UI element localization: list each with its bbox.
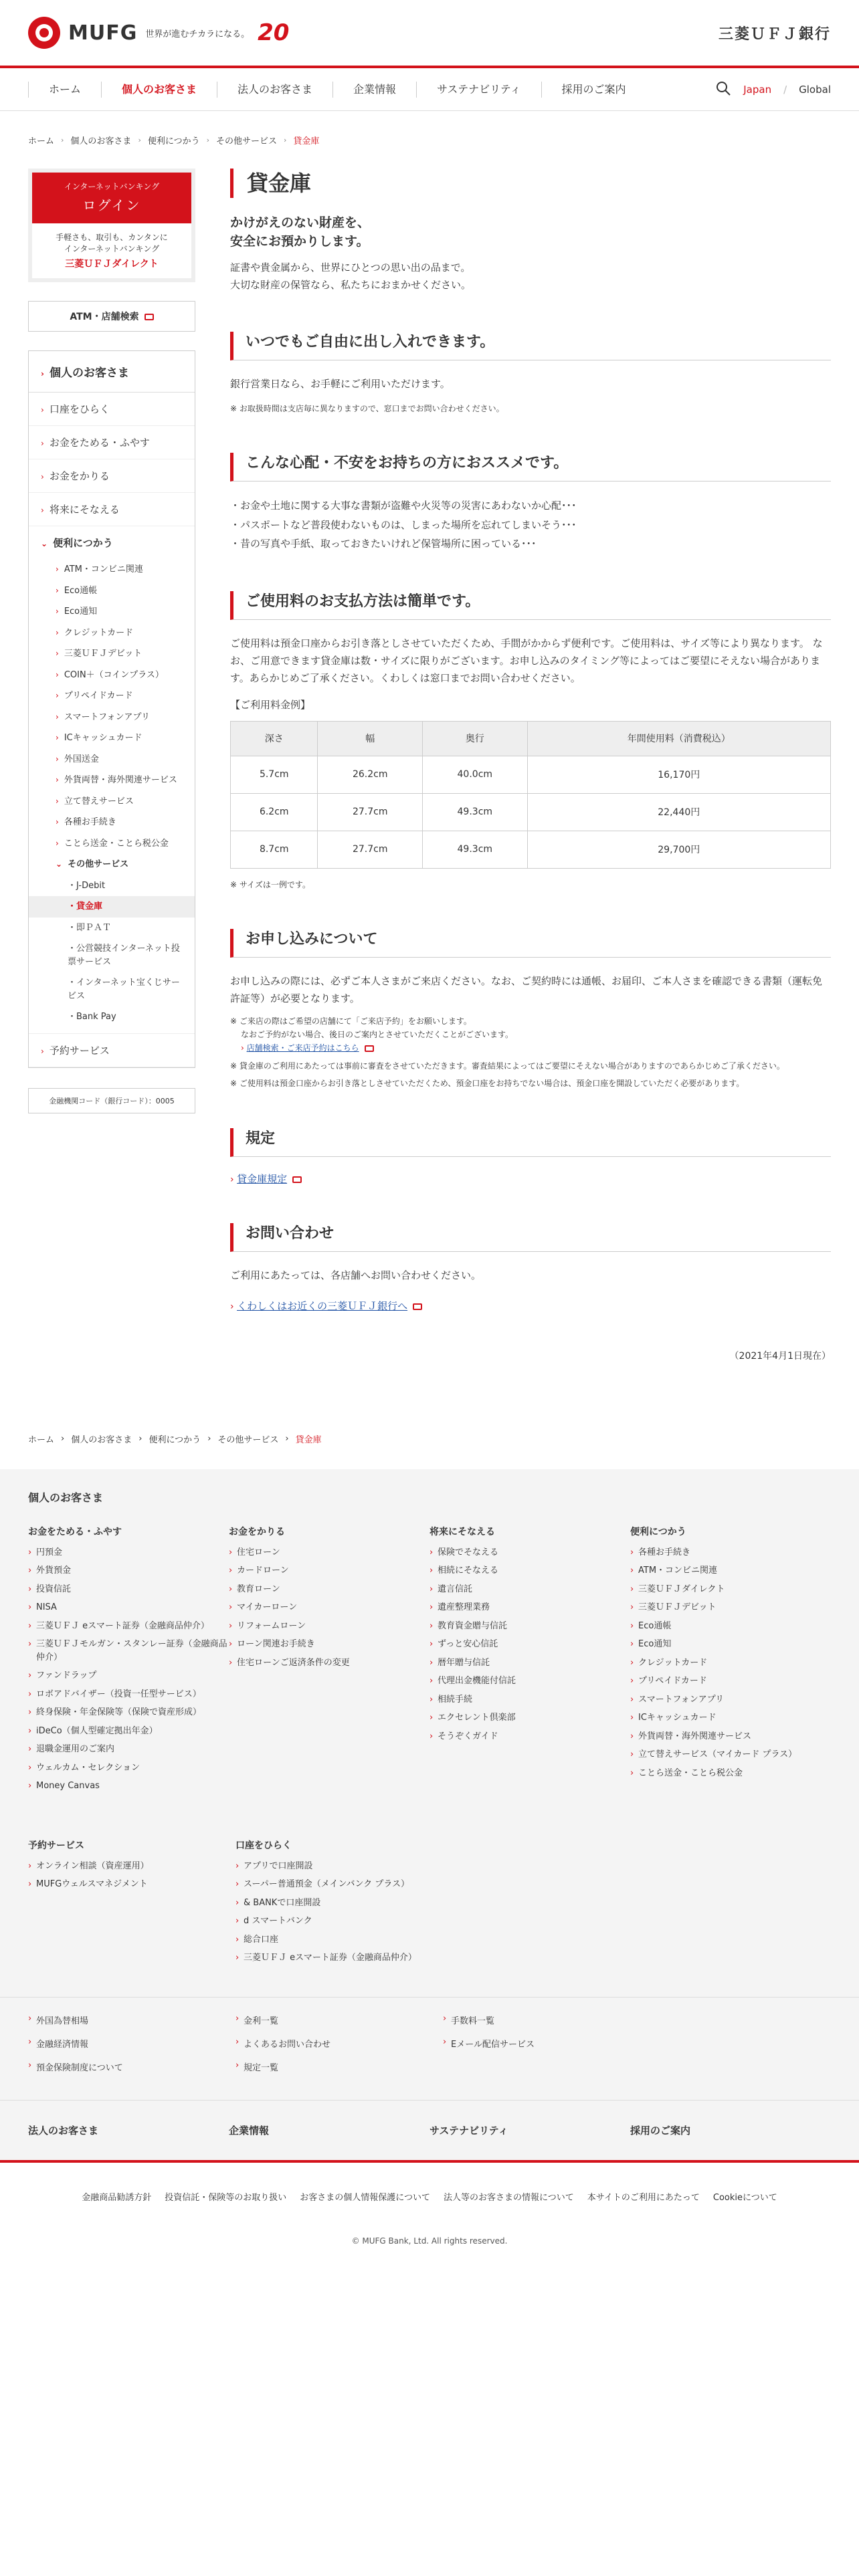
side-item-label: ATM・コンビニ関連	[64, 564, 143, 574]
chevron-right-icon: ›	[138, 1434, 142, 1444]
lang-global[interactable]: Global	[799, 83, 831, 96]
brand-name: MUFG	[68, 21, 138, 45]
chevron-right-icon: ›	[41, 1046, 44, 1056]
side-sub-label: 貸金庫	[76, 901, 103, 911]
side-item[interactable]	[29, 623, 195, 644]
footer-col-heading[interactable]: 将来にそなえる	[430, 1526, 495, 1537]
section-heading: いつでもご自由に出し入れできます。	[230, 332, 831, 360]
footer-link[interactable]: › 相続にそなえる	[430, 1564, 630, 1578]
bullet-icon: ・	[68, 944, 77, 954]
chevron-right-icon: ›	[41, 369, 44, 379]
side-sub[interactable]	[29, 1006, 195, 1028]
footer-link[interactable]: › 教育資金贈与信託	[430, 1620, 630, 1633]
mufg-mark-icon	[28, 17, 60, 49]
direct-desc2: インターネットバンキング	[64, 244, 160, 253]
side-sub-label: 即ＰＡＴ	[76, 922, 112, 933]
search-icon[interactable]	[715, 80, 731, 99]
table-cell: 6.2cm	[231, 793, 318, 831]
table-header: 奥行	[423, 721, 528, 756]
side-item[interactable]	[29, 665, 195, 686]
chevron-right-icon: ›	[285, 1434, 289, 1444]
chevron-right-icon: ›	[61, 1434, 65, 1444]
footer-col	[430, 1525, 630, 1798]
side-item[interactable]	[29, 749, 195, 770]
legal-link[interactable]: 法人等のお客さまの情報について	[444, 2192, 574, 2203]
footer-bar-link[interactable]: › 預金保険制度について	[28, 2060, 235, 2073]
chevron-right-icon: ›	[56, 838, 59, 848]
nav-recruit[interactable]: 採用のご案内	[561, 82, 626, 96]
note-line: ※ ご使用料は預金口座からお引き落としさせていただくため、預金口座をお持ちでない場合は、預金口座を開設していただく必要があります。	[230, 1079, 745, 1089]
side-nav	[28, 350, 195, 1068]
footer-link[interactable]: › ファンドラップ	[28, 1669, 229, 1683]
chevron-right-icon: ›	[56, 564, 59, 574]
chevron-down-icon: ⌄	[41, 539, 48, 548]
side-group-label: お金をためる・ふやす	[49, 437, 150, 449]
legal-link[interactable]: 投資信託・保険等のお取り扱い	[165, 2192, 287, 2203]
side-item[interactable]	[29, 770, 195, 791]
footer-category[interactable]: 採用のご案内	[630, 2124, 691, 2137]
footer-legal	[0, 2160, 859, 2207]
table-row	[231, 831, 831, 868]
bullet-icon: ・	[68, 901, 77, 911]
concern-list	[230, 496, 831, 554]
footer-col-heading[interactable]: お金をかりる	[229, 1526, 285, 1537]
external-window-icon	[365, 1045, 374, 1052]
side-item[interactable]	[29, 791, 195, 813]
anniversary-logo: 20	[258, 19, 290, 46]
section-heading: お問い合わせ	[230, 1223, 831, 1252]
external-window-icon	[145, 314, 154, 320]
chevron-right-icon: ›	[230, 1174, 237, 1185]
atm-label: ATM・店舗検索	[70, 312, 139, 322]
side-item[interactable]	[29, 833, 195, 855]
list-item: ・昔の写真や手紙、取っておきたいけれど保管場所に困っている･･･	[230, 538, 537, 550]
footer-breadcrumb	[0, 1409, 859, 1469]
side-sub-label: J-Debit	[76, 880, 106, 891]
footer-bar-link[interactable]: › Eメール配信サービス	[443, 2037, 650, 2050]
footer-link[interactable]: › カードローン	[229, 1564, 430, 1578]
bullet-icon: ・	[68, 978, 77, 988]
legal-link[interactable]: 金融商品勧誘方針	[82, 2192, 152, 2203]
page-title: 貸金庫	[230, 169, 831, 198]
lang-separator: /	[783, 83, 787, 96]
breadcrumb-convenient[interactable]: 便利につかう	[147, 136, 200, 146]
side-sub[interactable]	[29, 938, 195, 972]
side-item-label: COIN＋（コインプラス）	[64, 669, 164, 680]
sidebar	[28, 169, 195, 1362]
table-cell: 16,170円	[527, 756, 830, 793]
side-item-label: Eco通帳	[64, 585, 98, 596]
footer-link[interactable]: › NISA	[28, 1601, 229, 1614]
nav-corporate[interactable]: 法人のお客さま	[217, 82, 333, 98]
section-note: ※ お取扱時間は支店毎に異なりますので、窓口までお問い合わせください。	[230, 403, 504, 413]
footer-link[interactable]: › ウェルカム・セレクション	[28, 1761, 229, 1775]
note-line: ※ ご来店の際はご希望の店舗にて「ご来店予約」をお願いします。	[230, 1016, 472, 1026]
chevron-right-icon: ›	[56, 775, 59, 784]
section-text: お申し込みの際には、必ずご本人さまがご来店ください。なお、ご契約時には通帳、お届印、ご本人さまを確認できる書類（運転免許証等）が必要となります。	[230, 975, 823, 1005]
legal-link[interactable]: 本サイトのご利用にあたって	[587, 2192, 700, 2203]
footer-col-heading[interactable]: 予約サービス	[28, 1840, 84, 1851]
table-cell: 8.7cm	[231, 831, 318, 868]
table-header: 年間使用料（消費税込）	[527, 721, 830, 756]
list-item: ・パスポートなど普段使わないものは、しまった場所を忘れてしまいそう･･･	[230, 518, 577, 531]
footer-category[interactable]: 法人のお客さま	[28, 2124, 99, 2137]
footer-link[interactable]: › MUFGウェルスマネジメント	[28, 1878, 235, 1891]
footer-link[interactable]: › d スマートバンク	[235, 1915, 443, 1928]
breadcrumb-convenient[interactable]: 便利につかう	[149, 1435, 201, 1446]
footer-link[interactable]: › 三菱ＵＦＪデビット	[630, 1601, 831, 1614]
chevron-right-icon: ›	[41, 439, 44, 448]
side-item-label: クレジットカード	[64, 627, 134, 638]
footer-link[interactable]: › ATM・コンビニ関連	[630, 1564, 831, 1578]
side-item-label: 三菱ＵＦＪデビット	[64, 649, 142, 659]
side-item[interactable]	[29, 559, 195, 580]
footer-link[interactable]: › オンライン相談（資産運用）	[28, 1860, 235, 1873]
chevron-right-icon: ›	[138, 135, 141, 144]
footer-link[interactable]: › スーパー普通預金（メインバンク プラス）	[235, 1878, 443, 1891]
side-item-label: Eco通知	[64, 607, 98, 617]
chevron-right-icon: ›	[41, 472, 44, 481]
side-sub[interactable]	[29, 972, 195, 1006]
footer-link[interactable]: › Money Canvas	[28, 1780, 229, 1793]
login-button[interactable]	[32, 173, 191, 223]
footer-bar-link[interactable]: › よくあるお問い合わせ	[235, 2037, 443, 2050]
reservation-link-label[interactable]: 店舗検索・ご来店予約はこちら	[246, 1043, 359, 1053]
side-group[interactable]	[29, 1033, 195, 1067]
footer-link[interactable]: › 総合口座	[235, 1933, 443, 1947]
chevron-right-icon: ›	[56, 669, 59, 679]
footer-col	[235, 1838, 443, 1970]
global-nav	[0, 68, 859, 111]
side-group-label: 予約サービス	[49, 1044, 110, 1057]
list-item: ・お金や土地に関する大事な書類が盗難や火災等の災害にあわないか心配･･･	[230, 500, 577, 512]
breadcrumb-current: 貸金庫	[293, 136, 320, 146]
fee-table	[230, 721, 831, 869]
footer-link[interactable]: › ことら送金・ことら税公金	[630, 1767, 831, 1780]
table-cell: 27.7cm	[318, 831, 423, 868]
breadcrumb-current: 貸金庫	[295, 1435, 322, 1446]
chevron-right-icon: ›	[56, 817, 59, 827]
chevron-right-icon: ›	[230, 1301, 237, 1312]
as-of-date: （2021年4月1日現在）	[729, 1350, 831, 1362]
chevron-right-icon: ›	[41, 506, 44, 515]
footer-bar-link[interactable]: › 手数料一覧	[443, 2014, 650, 2026]
footer-link[interactable]: › ずっと安心信託	[430, 1638, 630, 1651]
side-nav-head-label: 個人のお客さま	[49, 366, 129, 380]
footer-link[interactable]: › 立て替えサービス（マイカード プラス）	[630, 1748, 831, 1761]
chevron-right-icon: ›	[56, 796, 59, 806]
table-row	[231, 756, 831, 793]
footer-link[interactable]: › 遺産整理業務	[430, 1601, 630, 1614]
table-header: 幅	[318, 721, 423, 756]
footer-link[interactable]: › ICキャッシュカード	[630, 1711, 831, 1725]
breadcrumb	[0, 111, 859, 169]
side-item[interactable]	[29, 601, 195, 623]
site-header	[0, 0, 859, 66]
lang-japan[interactable]: Japan	[743, 83, 772, 96]
chevron-right-icon: ›	[241, 1043, 247, 1053]
chevron-right-icon: ›	[56, 607, 59, 616]
side-item-label: 立て替えサービス	[64, 796, 134, 807]
direct-name: 三菱ＵＦＪダイレクト	[65, 259, 159, 270]
side-nav-head[interactable]	[29, 351, 195, 393]
footer-link[interactable]: › iDeCo（個人型確定拠出年金）	[28, 1725, 229, 1738]
breadcrumb-other[interactable]: その他サービス	[216, 136, 278, 146]
footer-link[interactable]: › 相続手続	[430, 1693, 630, 1707]
side-group[interactable]	[29, 459, 195, 493]
lead-line: かけがえのない財産を、	[230, 215, 371, 230]
breadcrumb-personal[interactable]: 個人のお客さま	[70, 136, 132, 146]
intro-line: 証書や貴金属から、世界にひとつの思い出の品まで。	[230, 261, 471, 274]
side-sub-label: インターネット宝くじサービス	[68, 978, 180, 1001]
footer-link[interactable]: › Eco通帳	[630, 1620, 831, 1633]
side-item[interactable]	[29, 580, 195, 602]
footer-category[interactable]: サステナビリティ	[430, 2124, 508, 2137]
side-group-open[interactable]	[29, 526, 195, 559]
side-sub-current[interactable]	[29, 896, 195, 918]
footer-link[interactable]: › 各種お手続き	[630, 1546, 831, 1560]
reservation-link[interactable]	[230, 1041, 831, 1055]
footer-link[interactable]: › エクセレント倶楽部	[430, 1711, 630, 1725]
footer-bar-link[interactable]: › 外国為替相場	[28, 2014, 235, 2026]
side-group-label: 口座をひらく	[49, 403, 110, 415]
breadcrumb-home[interactable]: ホーム	[28, 136, 55, 146]
bullet-icon: ・	[68, 922, 77, 933]
side-group[interactable]	[29, 426, 195, 459]
side-item[interactable]	[29, 707, 195, 728]
footer-link[interactable]: › ローン関連お手続き	[229, 1638, 430, 1651]
footer-col	[229, 1525, 430, 1798]
branch-link[interactable]	[230, 1299, 831, 1313]
chevron-right-icon: ›	[284, 135, 287, 144]
footer-col-heading[interactable]: 便利につかう	[630, 1526, 686, 1537]
legal-link[interactable]: お客さまの個人情報保護について	[300, 2192, 431, 2203]
footer-link[interactable]: › スマートフォンアプリ	[630, 1693, 831, 1707]
footer-bar-link[interactable]: › 金利一覧	[235, 2014, 443, 2026]
footer-link[interactable]: › そうぞくガイド	[430, 1730, 630, 1743]
footer-link[interactable]: › 三菱ＵＦＪ eスマート証券（金融商品仲介）	[28, 1620, 229, 1633]
side-item[interactable]	[29, 643, 195, 665]
chevron-right-icon: ›	[56, 754, 59, 764]
legal-link[interactable]: Cookieについて	[712, 2192, 777, 2203]
side-group-label: お金をかりる	[49, 470, 110, 482]
chevron-right-icon: ›	[41, 405, 44, 415]
side-item-label: ICキャッシュカード	[64, 733, 142, 743]
side-item-label: スマートフォンアプリ	[64, 712, 150, 722]
footer-link[interactable]: › 三菱ＵＦＪモルガン・スタンレー証券（金融商品仲介）	[28, 1638, 229, 1664]
table-row	[231, 793, 831, 831]
side-item[interactable]	[29, 812, 195, 833]
bullet-icon: ・	[68, 880, 77, 891]
bank-code: 金融機関コード（銀行コード）：0005	[28, 1088, 195, 1113]
table-cell: 22,440円	[527, 793, 830, 831]
footer-link[interactable]: › 終身保険・年金保険等（保険で資産形成）	[28, 1706, 229, 1719]
footer-link[interactable]: › Eco通知	[630, 1638, 831, 1651]
login-subtitle: インターネットバンキング	[64, 182, 160, 191]
chevron-right-icon: ›	[206, 135, 209, 144]
footer-link[interactable]: › 住宅ローンご返済条件の変更	[229, 1656, 430, 1670]
table-cell: 26.2cm	[318, 756, 423, 793]
internet-banking-box	[28, 169, 195, 282]
breadcrumb-other[interactable]: その他サービス	[217, 1435, 279, 1446]
notes	[230, 1014, 831, 1091]
side-item-label: その他サービス	[68, 859, 129, 869]
footer-categories	[0, 2100, 859, 2160]
mufg-logo[interactable]	[28, 17, 289, 49]
side-sub[interactable]	[29, 918, 195, 939]
footer-links	[0, 1997, 859, 2100]
section-text: ご使用料は預金口座からお引き落としさせていただくため、手間がかからず便利です。ご使用料は、サイズ等により異なります。 なお、ご用意できます貸金庫は数・サイズに限りがございます。お申し込みのタイミング等によってはご要望にそえない場合があります。あらかじめご了承ください。くわしくは窓口までお問い合わせください。	[230, 637, 823, 685]
footer-link[interactable]: › 住宅ローン	[229, 1546, 430, 1560]
footer-col	[28, 1525, 229, 1798]
side-sub-label: Bank Pay	[76, 1012, 116, 1022]
breadcrumb-personal[interactable]: 個人のお客さま	[71, 1435, 132, 1446]
nav-company[interactable]: 企業情報	[333, 82, 417, 98]
section-text: ご利用にあたっては、各店舗へお問い合わせください。	[230, 1269, 482, 1281]
rules-link-label[interactable]: 貸金庫規定	[237, 1172, 288, 1185]
nav-personal[interactable]: 個人のお客さま	[102, 82, 217, 98]
side-sub[interactable]	[29, 875, 195, 897]
section-heading: ご使用料のお支払方法は簡単です。	[230, 591, 831, 620]
footer-link[interactable]: › 保険でそなえる	[430, 1546, 630, 1560]
lead-copy	[230, 214, 831, 251]
footer-link[interactable]: › 外貨両替・海外関連サービス	[630, 1730, 831, 1743]
footer-link[interactable]: › プリペイドカード	[630, 1675, 831, 1688]
side-item[interactable]	[29, 728, 195, 749]
chevron-right-icon: ›	[56, 649, 59, 658]
breadcrumb-home[interactable]: ホーム	[28, 1435, 55, 1446]
footer-link[interactable]: › 三菱ＵＦＪ eスマート証券（金融商品仲介）	[235, 1951, 443, 1965]
lead-line: 安全にお預かりします。	[230, 233, 369, 249]
side-item-open[interactable]	[29, 854, 195, 875]
footer-category[interactable]: 企業情報	[229, 2124, 270, 2137]
side-item[interactable]	[29, 685, 195, 707]
table-header: 深さ	[231, 721, 318, 756]
section-heading: こんな心配・不安をお持ちの方におススメです。	[230, 453, 831, 481]
section-heading: お申し込みについて	[230, 929, 831, 958]
side-item-label: ことら送金・ことら税公金	[64, 838, 169, 849]
chevron-right-icon: ›	[56, 712, 59, 722]
table-cell: 29,700円	[527, 831, 830, 868]
section-heading: 規定	[230, 1128, 831, 1157]
direct-link[interactable]	[32, 223, 191, 278]
bullet-icon: ・	[68, 1012, 77, 1022]
side-sub-label: 公営競技インターネット投票サービス	[68, 944, 180, 967]
chevron-right-icon: ›	[207, 1434, 211, 1444]
chevron-down-icon: ⌄	[56, 859, 63, 869]
side-group[interactable]	[29, 493, 195, 526]
section-text: 銀行営業日なら、お手軽にご利用いただけます。	[230, 377, 450, 390]
side-item-label: 外国送金	[64, 754, 99, 764]
rules-link[interactable]	[230, 1172, 831, 1186]
footer-title: 個人のお客さま	[28, 1491, 104, 1504]
footer-bar-link[interactable]: › 金融経済情報	[28, 2037, 235, 2050]
table-cell: 5.7cm	[231, 756, 318, 793]
footer-col	[28, 1838, 235, 1970]
footer-sitemap	[0, 1469, 859, 1997]
footer-link[interactable]: › 教育ローン	[229, 1583, 430, 1596]
footer-col-heading[interactable]: お金をためる・ふやす	[28, 1526, 122, 1537]
footer-link[interactable]: › 暦年贈与信託	[430, 1656, 630, 1670]
footer-link[interactable]: › 外貨預金	[28, 1564, 229, 1578]
footer-link[interactable]: › アプリで口座開設	[235, 1860, 443, 1873]
table-cell: 27.7cm	[318, 793, 423, 831]
footer-link[interactable]: › 投資信託	[28, 1583, 229, 1596]
footer-link[interactable]: › 代理出金機能付信託	[430, 1675, 630, 1688]
intro-line: 大切な財産の保管なら、私たちにおまかせください。	[230, 279, 472, 292]
footer-link[interactable]: › 遺言信託	[430, 1583, 630, 1596]
footer-link[interactable]: › ロボアドバイザー（投資一任型サービス）	[28, 1688, 229, 1701]
tagline: 世界が進むチカラになる。	[145, 29, 250, 39]
nav-home[interactable]: ホーム	[28, 82, 102, 98]
footer-col-heading[interactable]: 口座をひらく	[235, 1840, 292, 1851]
side-group[interactable]	[29, 393, 195, 426]
login-label: ログイン	[82, 197, 141, 213]
table-cell: 49.3cm	[423, 831, 528, 868]
footer-col	[630, 1525, 831, 1798]
side-item-label: プリペイドカード	[64, 691, 133, 701]
bank-logo[interactable]: 三菱ＵＦＪ銀行	[718, 25, 831, 43]
table-cell: 40.0cm	[423, 756, 528, 793]
table-caption: 【ご利用料金例】	[230, 699, 311, 712]
note-line: なおご予約がない場合、後日のご案内とさせていただくことがございます。	[241, 1030, 514, 1040]
atm-search-button[interactable]	[28, 301, 195, 332]
footer-bar-link[interactable]: › 規定一覧	[235, 2060, 443, 2073]
side-group-label: 将来にそなえる	[49, 504, 120, 516]
note-line: ※ 貸金庫のご利用にあたっては事前に審査をさせていただきます。審査結果によってはご要望にそえない場合がありますのであらかじめご了承ください。	[230, 1061, 785, 1071]
footer-link[interactable]: › クレジットカード	[630, 1656, 831, 1670]
chevron-right-icon: ›	[56, 627, 59, 637]
footer-link[interactable]: › 円預金	[28, 1546, 229, 1560]
side-group-label: 便利につかう	[53, 537, 113, 549]
chevron-right-icon: ›	[56, 733, 59, 742]
main-content	[230, 169, 831, 1362]
intro-text	[230, 259, 831, 294]
footer-link[interactable]: › & BANKで口座開設	[235, 1897, 443, 1910]
footer-link[interactable]: › マイカーローン	[229, 1601, 430, 1614]
copyright: © MUFG Bank, Ltd. All rights reserved.	[351, 2236, 508, 2246]
section-note: ※ サイズは一例です。	[230, 879, 310, 889]
chevron-right-icon: ›	[61, 135, 64, 144]
direct-desc: 手軽さも、取引も、カンタンに	[56, 233, 168, 242]
table-cell: 49.3cm	[423, 793, 528, 831]
nav-sustainability[interactable]: サステナビリティ	[417, 82, 541, 98]
external-window-icon	[413, 1303, 422, 1310]
side-item-label: 各種お手続き	[64, 817, 116, 827]
chevron-right-icon: ›	[56, 691, 59, 700]
side-item-label: 外貨両替・海外関連サービス	[64, 775, 177, 785]
branch-link-label[interactable]: くわしくはお近くの三菱ＵＦＪ銀行へ	[237, 1299, 408, 1312]
footer-link[interactable]: › 退職金運用のご案内	[28, 1743, 229, 1756]
chevron-right-icon: ›	[56, 585, 59, 595]
footer-link[interactable]: › 三菱ＵＦＪダイレクト	[630, 1583, 831, 1596]
pdf-icon	[292, 1176, 302, 1183]
footer-link[interactable]: › リフォームローン	[229, 1620, 430, 1633]
